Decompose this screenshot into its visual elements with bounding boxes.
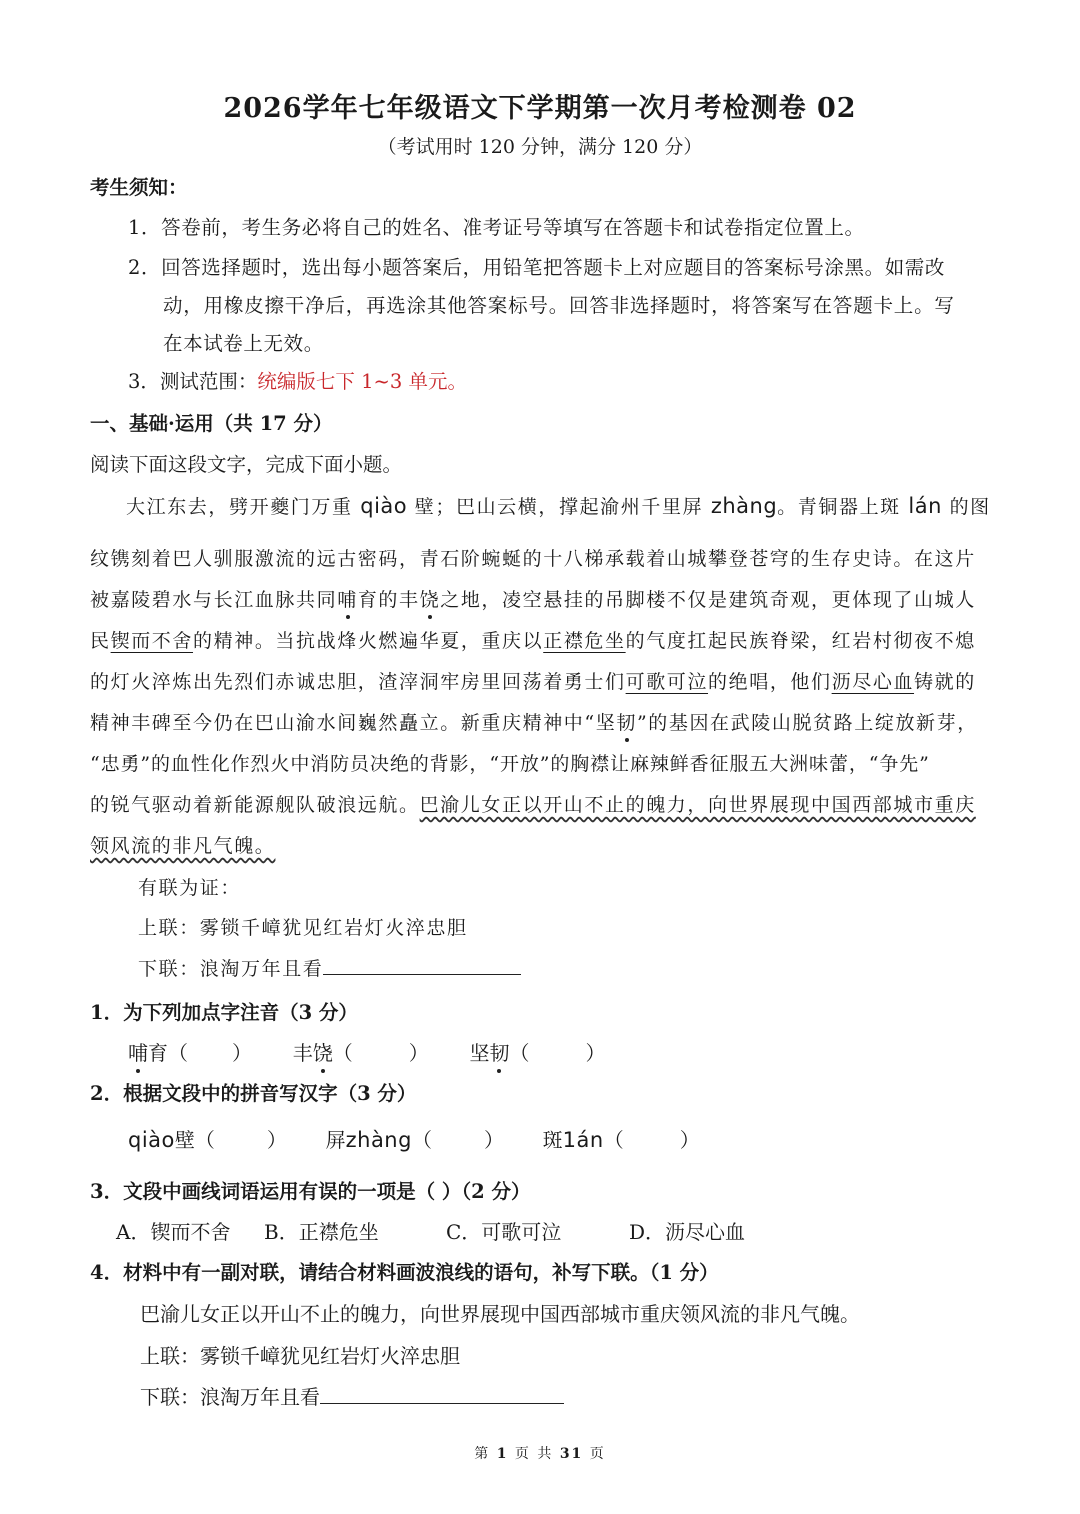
- pinyin-zhang: zhàng: [710, 494, 778, 518]
- q3-option-c[interactable]: C．可歌可泣: [446, 1220, 562, 1244]
- passage-line-8: 的锐气驱动着新能源舰队破浪远航。巴渝儿女正以开山不止的魄力，向世界展现中国西部城市重庆: [90, 794, 976, 816]
- passage-line-2: 纹镌刻着巴人驯服激流的远古密码，青石阶蜿蜒的十八梯承载着山城攀登苍穹的生存史诗。在这片: [90, 548, 976, 570]
- question-1-items: 哺育（ ） 丰饶（ ） 坚韧（ ）: [128, 1037, 605, 1066]
- q4-upper-couplet: 上联：雾锁千嶂犹见红岩灯火淬忠胆: [140, 1344, 460, 1368]
- total-page-count: 31: [559, 1446, 584, 1462]
- q4-lower-couplet: 下联：浪淘万年且看: [140, 1381, 564, 1410]
- passage-line-5: 的灯火淬炼出先烈们赤诚忠胆，渣滓洞牢房里回荡着勇士们可歌可泣的绝唱，他们沥尽心血铸就的: [90, 671, 976, 693]
- question-3-options: [116, 1216, 745, 1245]
- q3-option-a[interactable]: A．锲而不舍: [116, 1220, 231, 1244]
- wavy-sentence-part-2: 领风流的非凡气魄。: [90, 835, 276, 857]
- pinyin-lan: lán: [908, 494, 942, 518]
- notice-item-3: [128, 366, 467, 394]
- passage-line-9: [90, 831, 275, 858]
- notice-item-3-prefix: 3．测试范围：: [128, 370, 258, 393]
- passage-line-4: 民锲而不舍的精神。当抗战烽火燃遍华夏，重庆以正襟危坐的气度扛起民族脊梁，红岩村彻夜不熄: [90, 630, 976, 652]
- q1-blank-1[interactable]: [188, 1040, 232, 1060]
- notice-item-2-line-2: 动，用橡皮擦干净后，再选涂其他答案标号。回答非选择题时，将答案写在答题卡上。写: [163, 294, 955, 317]
- couplet-answer-blank[interactable]: [323, 954, 521, 975]
- q1-dotted-ren: 韧: [489, 1037, 509, 1066]
- couplet-upper: 上联：雾锁千嶂犹见红岩灯火淬忠胆: [138, 917, 468, 939]
- q4-quote: 巴渝儿女正以开山不止的魄力，向世界展现中国西部城市重庆领风流的非凡气魄。: [140, 1302, 860, 1326]
- passage-line-1: 大江东去，劈开夔门万重 qiào 壁；巴山云横，撑起渝州千里屏 zhàng。青铜器上斑 lán 的图: [126, 494, 991, 518]
- dotted-char-ren: 韧: [616, 708, 637, 735]
- q2-blank-2[interactable]: [432, 1127, 484, 1147]
- underlined-term-4: 沥尽心血: [831, 671, 915, 693]
- q3-option-d[interactable]: D．沥尽心血: [629, 1220, 746, 1244]
- q2-blank-1[interactable]: [215, 1127, 267, 1147]
- q1-dotted-rao: 饶: [313, 1037, 333, 1066]
- exam-subtitle: （考试用时 120 分钟，满分 120 分）: [377, 136, 703, 158]
- underlined-term-3: 可歌可泣: [625, 671, 709, 693]
- underlined-term-2: 正襟危坐: [543, 630, 626, 652]
- passage-line-3: 被嘉陵碧水与长江血脉共同哺育的丰饶之地，凌空悬挂的吊脚楼不仅是建筑奇观，更体现了山城人: [90, 585, 976, 612]
- wavy-sentence-part-1: 巴渝儿女正以开山不止的魄力，向世界展现中国西部城市重庆: [419, 794, 976, 816]
- q1-blank-2[interactable]: [353, 1040, 409, 1060]
- q3-option-b[interactable]: B．正襟危坐: [264, 1220, 379, 1244]
- q4-answer-blank[interactable]: [320, 1383, 564, 1404]
- section-1-instruction: 阅读下面这段文字，完成下面小题。: [90, 453, 403, 476]
- question-2-items: qiào壁（ ） 屏zhàng（ ） 斑1án（ ）: [128, 1128, 700, 1152]
- dotted-char-bu: 哺: [337, 585, 358, 612]
- question-1-title: 1．为下列加点字注音（3 分）: [90, 1001, 358, 1024]
- dotted-char-rao: 饶: [420, 585, 441, 612]
- question-3-title: 3．文段中画线词语运用有误的一项是（ ）（2 分）: [90, 1180, 531, 1203]
- q2-blank-3[interactable]: [624, 1127, 680, 1147]
- question-4-title: 4．材料中有一副对联，请结合材料画波浪线的语句，补写下联。（1 分）: [90, 1261, 719, 1284]
- section-1-heading: 一、基础·运用（共 17 分）: [90, 412, 333, 435]
- notice-heading: 考生须知：: [90, 176, 188, 199]
- exam-title: 2026学年七年级语文下学期第一次月考检测卷 02: [223, 93, 857, 124]
- q1-blank-3[interactable]: [529, 1040, 585, 1060]
- pinyin-qiao: qiào: [360, 494, 408, 518]
- couplet-intro: 有联为证：: [138, 877, 242, 899]
- notice-item-1: 1．答卷前，考生务必将自己的姓名、准考证号等填写在答题卡和试卷指定位置上。: [128, 216, 865, 239]
- couplet-lower: 下联：浪淘万年且看: [138, 954, 521, 981]
- q1-dotted-bu: 哺: [128, 1037, 148, 1066]
- underlined-term-1: 锲而不舍: [110, 630, 194, 652]
- notice-item-2-line-1: 2．回答选择题时，选出每小题答案后，用铅笔把答题卡上对应题目的答案标号涂黑。如需改: [128, 256, 946, 279]
- page-footer: 第 1 页 共 31 页: [474, 1446, 606, 1462]
- passage-line-6: 精神丰碑至今仍在巴山渝水间巍然矗立。新重庆精神中“坚韧”的基因在武陵山脱贫路上绽放新芽，: [90, 708, 978, 735]
- notice-item-3-range: 统编版七下 1~3 单元。: [257, 370, 467, 393]
- notice-item-2-line-3: 在本试卷上无效。: [163, 332, 324, 355]
- question-2-title: 2．根据文段中的拼音写汉字（3 分）: [90, 1082, 417, 1105]
- passage-line-7: “忠勇”的血性化作烈火中消防员决绝的背影，“开放”的胸襟让麻辣鲜香征服五大洲味蕾，“争先”: [90, 753, 930, 775]
- current-page-number: 1: [496, 1446, 509, 1462]
